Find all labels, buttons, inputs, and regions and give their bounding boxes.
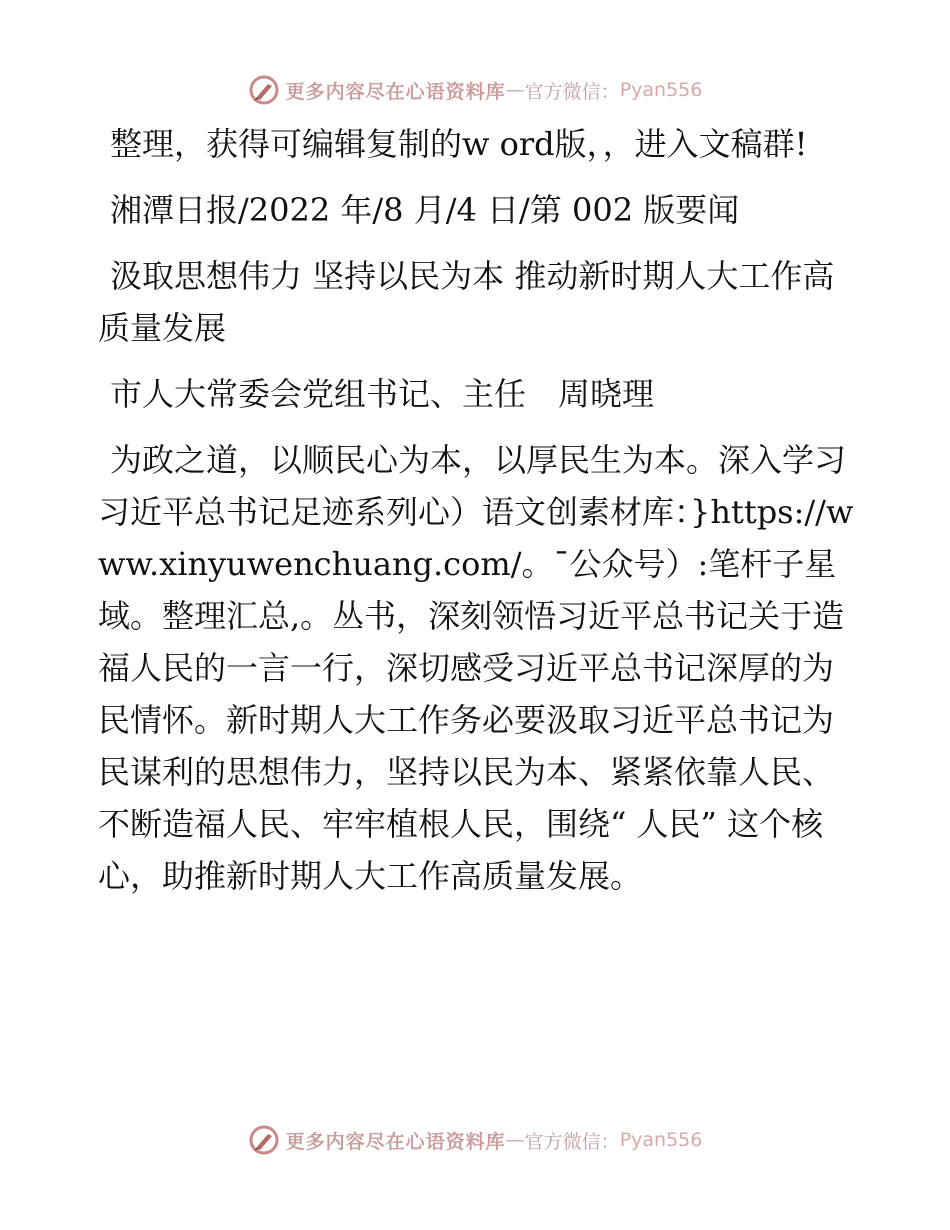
intro-paragraph: 整理，获得可编辑复制的w ord版，，进入文稿群!: [110, 125, 808, 163]
watermark-brand: 更多内容尽在心语资料库: [285, 80, 506, 103]
watermark-wechat-id: Pyan556: [619, 1129, 703, 1151]
pen-logo-icon: [248, 74, 280, 106]
body-paragraph: 为政之道，以顺民心为本，以厚民生为本。深入学习习近平总书记足迹系列心）语文创素材库：}https://www.xinyuwenchuang.com/。¯公众号）:笔杆子星域。整理汇总,。丛书，深刻领悟习近平总书记关于造福人民的一言一行，深切感受习近平总书记深厚的为民情怀。新时期人大工作务必要汲取习近平总书记为民谋利的思想伟力，坚持以民为本、紧紧依靠人民、不断造福人民、牢牢植根人民，围绕“ 人民” 这个核心，助推新时期人大工作高质量发展。: [98, 441, 854, 895]
watermark-label: 官方微信：: [524, 80, 620, 103]
watermark-banner-top: [0, 70, 950, 110]
watermark-wechat-id: Pyan556: [619, 79, 703, 101]
watermark-label: 官方微信：: [524, 1130, 620, 1153]
source-line: 湘潭日报/2022 年/8 月/4 日/第 002 版要闻: [110, 191, 740, 229]
author-line: 市人大常委会党组书记、主任 周晓理: [110, 375, 655, 413]
pen-logo-icon: [248, 1124, 280, 1156]
watermark-dash: —: [505, 1129, 525, 1151]
document-body: [98, 118, 858, 916]
article-title: 汲取思想伟力 坚持以民为本 推动新时期人大工作高质量发展: [98, 257, 835, 347]
watermark-brand: 更多内容尽在心语资料库: [285, 1130, 506, 1153]
watermark-dash: —: [505, 79, 525, 101]
watermark-banner-bottom: [0, 1120, 950, 1160]
